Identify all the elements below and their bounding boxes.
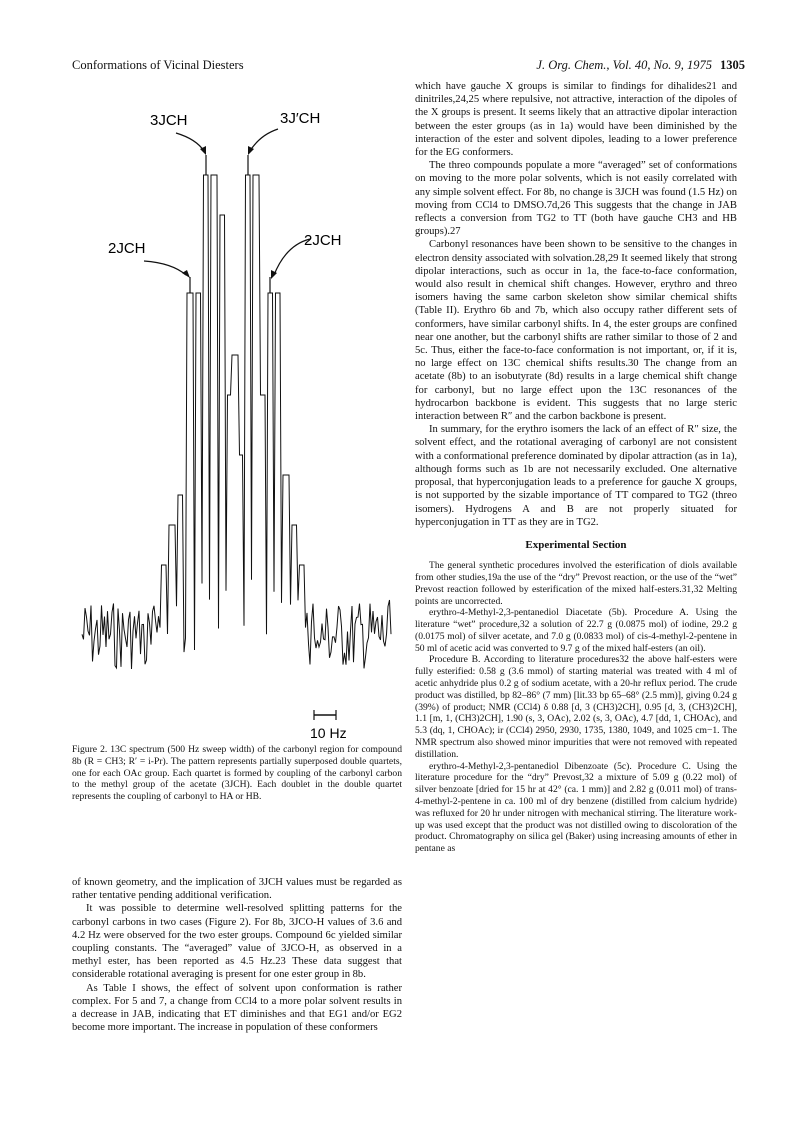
running-header-left: Conformations of Vicinal Diesters: [72, 58, 244, 72]
left-paragraph: of known geometry, and the implication of 3JCH values must be regarded as rather tentative pending additional verification.: [72, 877, 402, 902]
arrow-3jch: [176, 133, 204, 151]
label-2jch-left: 2JCH: [108, 240, 146, 257]
experimental-section: [415, 560, 737, 855]
right-paragraph: In summary, for the erythro isomers the lack of an effect of R″ size, the solvent effect, and the rotational averaging of carbonyl are not consistent with a conformational preference dominated by dipolar attraction (as in 1a), although forms such as 1b are not necessarily excluded. One alternative proposal, that hyperconjugation leads to a preference for gauche X groups, is not supported by the sizable importance of TT compared to TG2 (threo isomers). Hydrogens A and B are not properly situated for hyperconjugation in TT as they are in TG2.: [415, 424, 737, 528]
experimental-section-heading: Experimental Section: [525, 538, 627, 551]
arrow-3jch-prime: [250, 129, 278, 151]
arrow-2jch-left: [144, 261, 186, 275]
left-paragraph: As Table I shows, the effect of solvent upon conformation is rather complex. For 5 and 7, a change from CCl4 to a more polar solvent results in a decrease in JAB, indicating that ET diminishes and that EG1 and/or EG2 become more important. The increase in population of these conformers: [72, 982, 402, 1034]
arrowhead-2jch-left: [182, 270, 190, 278]
right-paragraph: Carbonyl resonances have been shown to be sensitive to the changes in electron density associated with solvation.28,29 It seemed likely that strong dipolar interactions, such as occur in 1a, the face-to-face conformation, would also result in chemical shift changes. However, erythro and threo isomers having the same carbon skeleton show similar chemical shifts (Table II). Erythro 6b and 7b, which also occupy rather different sets of conformers, have similar carbonyl shifts. In 4, the ester groups are confined near one another, but the carbonyl shifts are rather similar to those of 2 and 5c. Thus, either the face-to-face conformation is not important, or, if it is, no large effect on 13C chemical shifts results.30 The change from an acetate (8b) to an isobutyrate (8d) results in a large chemical shift change for carbonyl, but no large effect upon the 13C resonances of the hydrocarbon backbone is evident. This suggests that no large steric interaction between R″ and the carbon backbone is present.: [415, 239, 737, 423]
exp-paragraph: erythro-4-Methyl-2,3-pentanediol Diacetate (5b). Procedure A. Using the literature “wet” procedure,32 a solution of 22.7 g (0.0875 mol) of iodine, 29.2 g (0.0175 mol) of silver acetate, and 7.0 g (0.0833 mol) of cis-4-methyl-2-pentene in 50 ml of acetic acid was converted to 9.7 g of the mixed half-esters (an oil).: [415, 607, 737, 654]
figure-2-spectrum: [72, 95, 402, 745]
exp-paragraph: The general synthetic procedures involved the esterification of diols available from other studies,19a the use of the “dry” Prevost reaction, or the use of the “wet” Prevost reaction followed by esterification of the mixed half-esters.31,32 Melting points are uncorrected.: [415, 560, 737, 607]
journal-citation: J. Org. Chem., Vol. 40, No. 9, 1975: [536, 58, 712, 72]
label-3jch-prime: 3J′CH: [280, 110, 321, 127]
right-column-text: [415, 80, 737, 855]
running-header-right: [536, 58, 745, 73]
label-3jch: 3JCH: [150, 112, 188, 129]
left-column-text: [72, 876, 402, 1034]
label-2jch-right: 2JCH: [304, 232, 342, 249]
scale-label: 10 Hz: [310, 725, 347, 741]
left-paragraph: It was possible to determine well-resolved splitting patterns for the carbonyl carbons in two cases (Figure 2). For 8b, 3JCO-H values of 3.6 and 4.2 Hz were observed for the two ester groups. Compound 6c yielded similar coupling constants. The “averaged” value of 3JCO-H, as observed in a methyl ester, has been reported as 4.5 Hz.23 These data suggest that considerable rotational averaging is present for one ester group in 8b.: [72, 903, 402, 981]
right-paragraph: which have gauche X groups is similar to findings for dihalides21 and dinitriles,24,25 where repulsive, not attractive, interaction of the dipoles of the X groups is present. It seems likely that an attractive dipolar interaction between the ester groups (as in 1a) would have been diminished by the interaction of the ester and solvent dipoles, leading to a lower preference for the EG conformers.: [415, 81, 737, 159]
figure-caption: Figure 2. 13C spectrum (500 Hz sweep width) of the carbonyl region for compound 8b (R = CH3; R′ = i-Pr). The pattern represents partially superposed double quartets, one for each OAc group. Each quartet is formed by coupling of the carbonyl carbon to the methyl group of the acetate (3JCH). Each doublet in the double quartet represents the coupling of carbonyl to HA or HB.: [72, 744, 402, 803]
page-number: 1305: [720, 58, 745, 72]
right-paragraph: The threo compounds populate a more “averaged” set of conformations on moving to the more polar solvents, which is not easily correlated with any simple solvent effect. For 8b, no change is 3JCH was found (1.5 Hz) on moving from CCl4 to DMSO.7d,26 This suggests that the change in JAB reflects a conversion from TG2 to TT (both have gauche CH3 and HB groups).27: [415, 160, 737, 238]
exp-paragraph: Procedure B. According to literature procedures32 the above half-esters were fully esterified: 0.58 g (3.6 mmol) of starting material was treated with 4 ml of acetic anhydride plus 0.2 g of sodium acetate, with a 20-hr reflux period. The crude product was distilled, bp 82–86° (7 mm) [lit.33 bp 65–68° (2.5 mm)], giving 0.24 g (39%) of product; NMR (CCl4) δ 0.88 [d, 3 (CH3)2CH], 0.95 [d, 3, (CH3)2CH], 1.1 [m, 1, (CH3)2CH], 1.90 (s, 3, OAc), 2.02 (s, 3, OAc), 4.7 [dd, 1, CHOAc), and 5.3 (dq, 1, CHOAc); ir (CCl4) 2950, 2930, 1735, 1380, 1049, and 1025 cm−1. The NMR spectrum also showed minor impurities that were not removed with repeated distillation.: [415, 654, 737, 760]
exp-paragraph: erythro-4-Methyl-2,3-pentanediol Dibenzoate (5c). Procedure C. Using the literature procedure for the “dry” Prevost,32 a mixture of 5.09 g (0.22 mol) of silver benzoate [dried for 15 hr at 42° (ca. 1 mm)] and 2.82 g (0.011 mol) of trans-4-methyl-2-pentene in ca. 100 ml of dry benzene (distilled from calcium hydride) was refluxed for 20 hr under nitrogen with mechanical stirring. The literature work-up was used except that the product was not distilled owing to discoloration of the product. Chromatography on silica gel (Baker) using increasing amounts of ether in pentane as: [415, 760, 737, 855]
